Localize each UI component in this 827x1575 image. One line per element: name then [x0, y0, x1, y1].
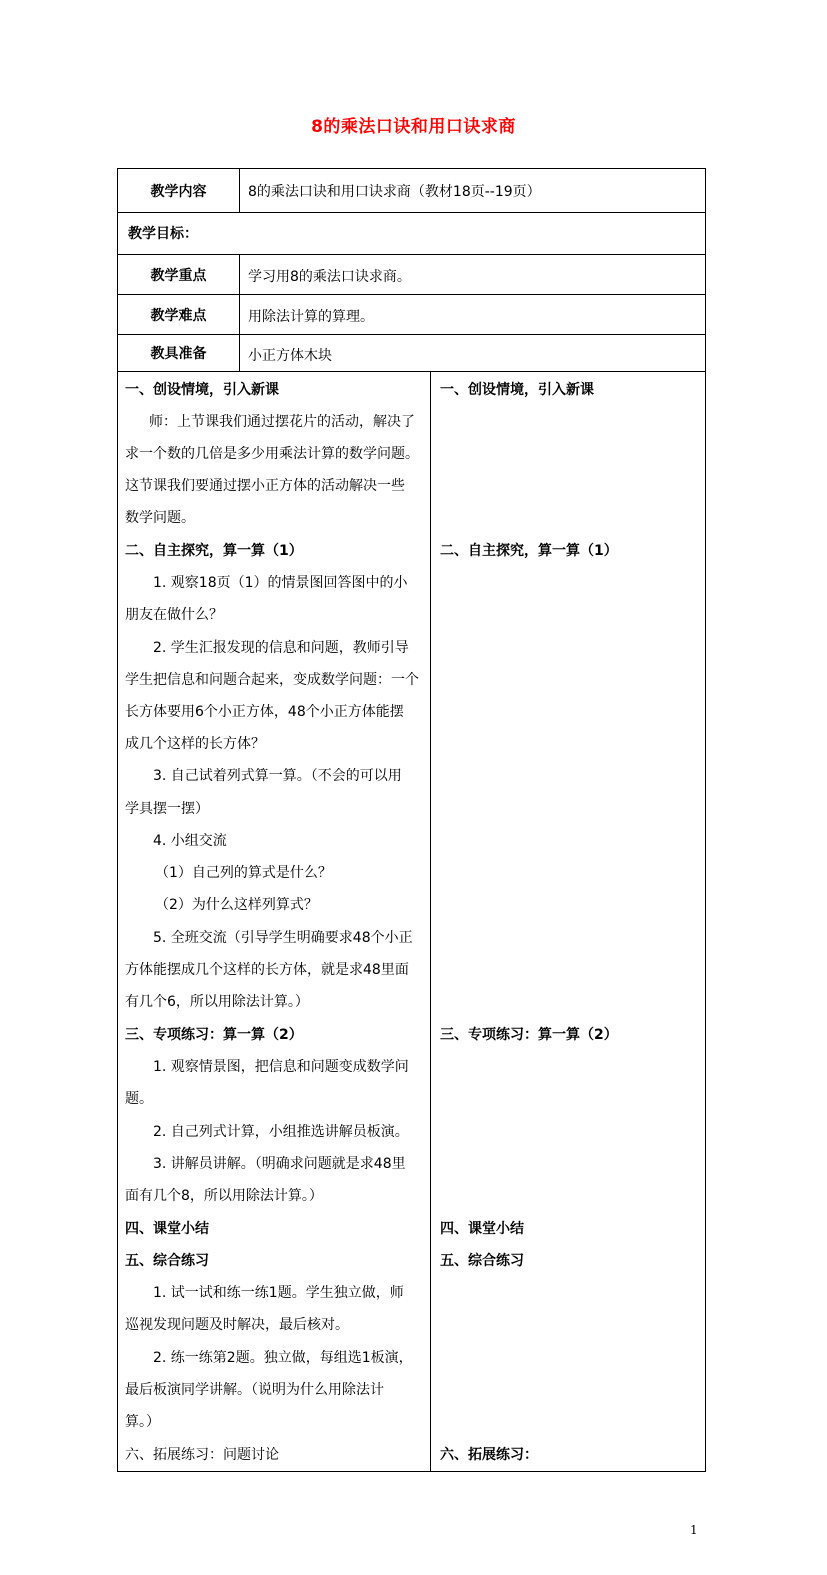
body-line: 5. 全班交流（引导学生明确要求48个小正 [153, 930, 413, 946]
body-line: 方体能摆成几个这样的长方体，就是求48里面 [125, 962, 409, 978]
body-line: 3. 讲解员讲解。（明确求问题就是求48里 [153, 1156, 406, 1172]
label-difficult-point: 教学难点 [118, 295, 240, 334]
page-number: 1 [690, 1523, 698, 1537]
body-line: （1）自己列的算式是什么？ [155, 865, 332, 881]
section-heading: 一、创设情境，引入新课 [440, 382, 594, 398]
section-heading: 四、课堂小结 [125, 1221, 209, 1237]
body-line: 4. 小组交流 [153, 833, 227, 849]
body-line: 1. 试一试和练一练1题。学生独立做，师 [153, 1285, 404, 1301]
teaching-process-column [118, 372, 431, 1472]
value-teaching-aids: 小正方体木块 [248, 348, 332, 364]
body-line: 最后板演同学讲解。（说明为什么用除法计 [125, 1382, 384, 1398]
document-title: 8的乘法口诀和用口诀求商 [311, 117, 516, 137]
body-line: 3. 自己试着列式算一算。（不会的可以用 [153, 768, 402, 784]
body-line: （2）为什么这样列算式？ [155, 897, 318, 913]
section-heading: 四、课堂小结 [440, 1221, 524, 1237]
value-key-point: 学习用8的乘法口诀求商。 [248, 269, 411, 285]
body-line: 面有几个8，所以用除法计算。） [125, 1188, 323, 1204]
row-teaching-content [118, 169, 705, 213]
lesson-plan-table [117, 168, 706, 1472]
section-heading: 六、拓展练习： [440, 1447, 538, 1463]
body-line: 长方体要用6个小正方体，48个小正方体能摆 [125, 704, 404, 720]
label-key-point: 教学重点 [118, 255, 240, 294]
body-line: 求一个数的几倍是多少用乘法计算的数学问题。 [125, 446, 419, 462]
body-line: 学具摆一摆） [125, 801, 209, 817]
body-line: 2. 自己列式计算，小组推选讲解员板演。 [153, 1124, 409, 1140]
body-line: 师：上节课我们通过摆花片的活动，解决了 [149, 414, 415, 430]
label-teaching-content: 教学内容 [118, 169, 240, 212]
body-line: 1. 观察18页（1）的情景图回答图中的小 [153, 575, 408, 591]
body-line: 2. 练一练第2题。独立做，每组选1板演， [153, 1350, 413, 1366]
body-line: 2. 学生汇报发现的信息和问题，教师引导 [153, 640, 409, 656]
body-line: 题。 [125, 1091, 153, 1107]
label-teaching-aids: 教具准备 [118, 335, 240, 371]
body-line: 朋友在做什么？ [125, 607, 223, 623]
section-heading: 二、自主探究，算一算（1） [440, 543, 618, 559]
value-difficult-point: 用除法计算的算理。 [248, 309, 374, 325]
body-line: 巡视发现问题及时解决，最后核对。 [125, 1317, 349, 1333]
label-teaching-goal: 教学目标： [128, 226, 198, 242]
body-line: 有几个6，所以用除法计算。） [125, 994, 309, 1010]
body-line: 数学问题。 [125, 510, 195, 526]
section-heading: 五、综合练习 [440, 1253, 524, 1269]
row-key-point [118, 255, 705, 295]
body-line: 成几个这样的长方体？ [125, 736, 265, 752]
section-heading: 一、创设情境，引入新课 [125, 382, 279, 398]
row-difficult-point [118, 295, 705, 335]
body-line: 学生把信息和问题合起来，变成数学问题：一个 [125, 672, 419, 688]
value-teaching-content: 8的乘法口诀和用口诀求商（教材18页--19页） [248, 184, 541, 200]
section-heading: 五、综合练习 [125, 1253, 209, 1269]
body-line: 六、拓展练习：问题讨论 [125, 1447, 279, 1463]
body-line: 这节课我们要通过摆小正方体的活动解决一些 [125, 478, 405, 494]
body-line: 算。） [125, 1414, 160, 1430]
section-heading: 三、专项练习：算一算（2） [125, 1027, 303, 1043]
row-teaching-goal [118, 213, 705, 255]
row-teaching-aids [118, 335, 705, 372]
body-line: 1. 观察情景图，把信息和问题变成数学问 [153, 1059, 409, 1075]
section-heading: 二、自主探究，算一算（1） [125, 543, 303, 559]
section-heading: 三、专项练习：算一算（2） [440, 1027, 618, 1043]
student-activity-column [431, 372, 705, 1472]
